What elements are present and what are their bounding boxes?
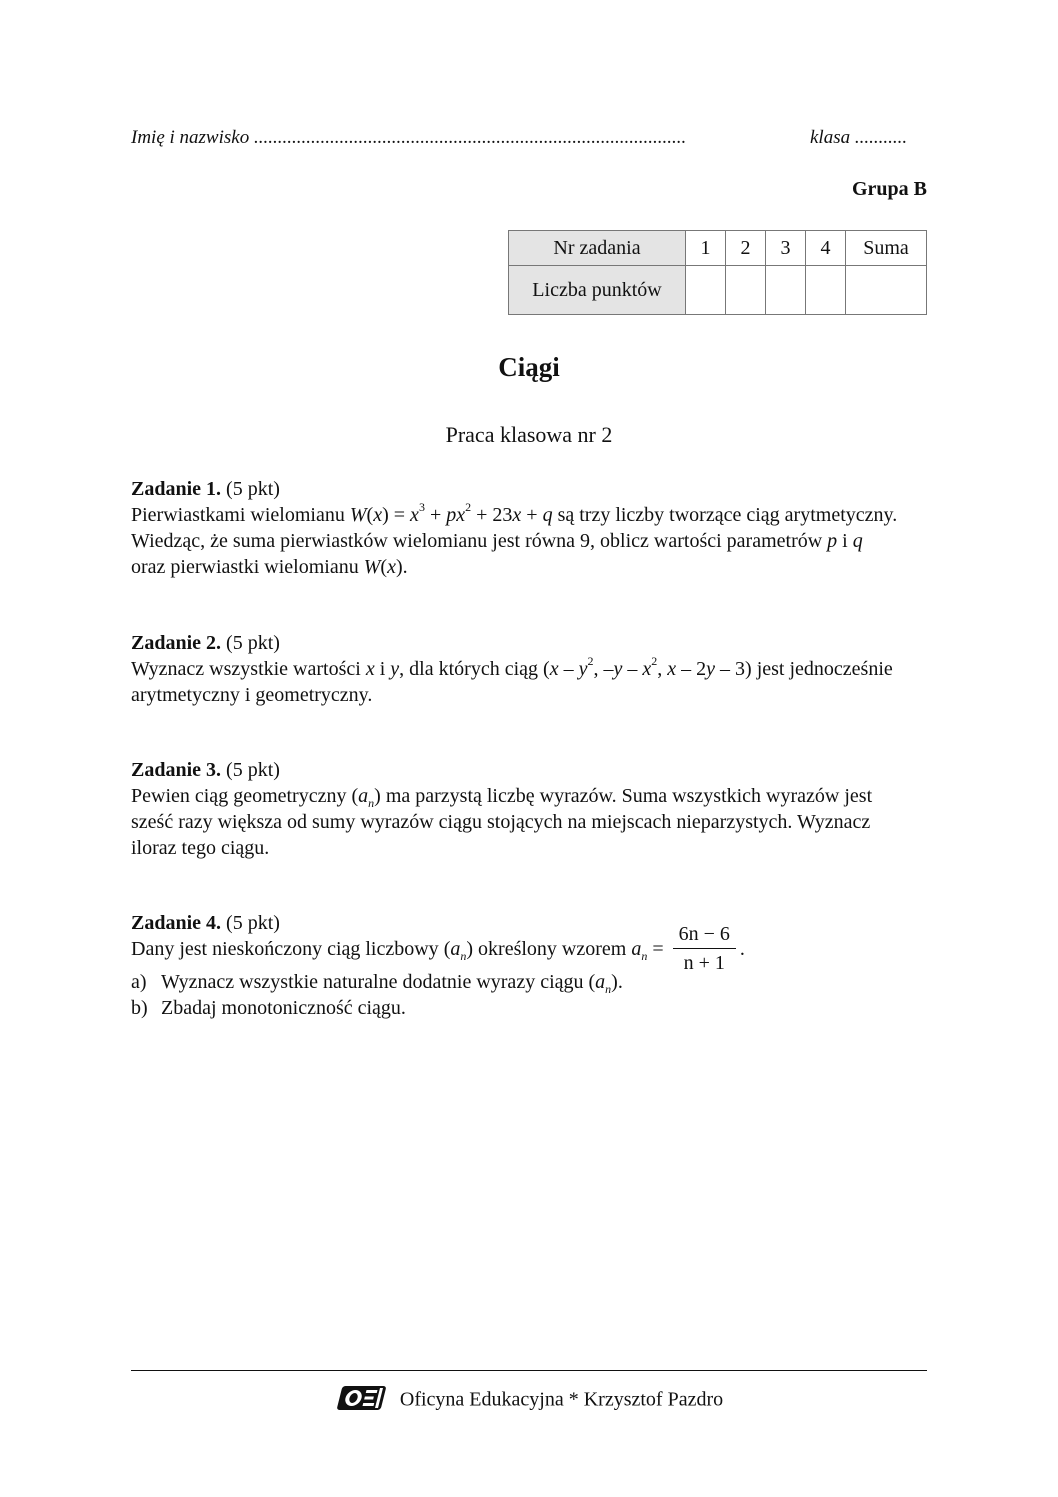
- page-title: Ciągi: [498, 352, 560, 382]
- task-1-line-2: Wiedząc, że suma pierwiastków wielomianu jest równa 9, oblicz wartości parametrów p i q: [131, 530, 863, 552]
- column-sum: Suma: [846, 231, 927, 266]
- name-field-label: Imię i nazwisko ...........................................................................................: [131, 127, 687, 148]
- points-cell-sum: [846, 266, 927, 315]
- column-task-4: 4: [806, 231, 846, 266]
- column-task-1: 1: [686, 231, 726, 266]
- task-3-heading: Zadanie 3. (5 pkt): [131, 759, 280, 781]
- score-table-header-row: [509, 231, 927, 266]
- task-1: [131, 476, 927, 580]
- task-4-heading: Zadanie 4. (5 pkt): [131, 912, 280, 934]
- task-4-item-b: b) Zbadaj monotoniczność ciągu.: [131, 997, 406, 1019]
- task-1-heading: Zadanie 1. (5 pkt): [131, 478, 280, 500]
- formula-denominator: n + 1: [683, 952, 725, 974]
- name-class-line: [131, 127, 931, 149]
- formula-numerator: 6n − 6: [673, 920, 736, 949]
- task-2-heading: Zadanie 2. (5 pkt): [131, 632, 280, 654]
- column-task-3: 3: [766, 231, 806, 266]
- footer: [0, 1384, 1058, 1418]
- task-3: [131, 757, 927, 861]
- task-3-line-2: sześć razy większa od sumy wyrazów ciągu stojących na miejscach nieparzystych. Wyznacz: [131, 811, 871, 833]
- page-subtitle: Praca klasowa nr 2: [445, 422, 613, 447]
- task-4: [131, 910, 927, 1021]
- points-cell-2: [726, 266, 766, 315]
- task-1-line-1: Pierwiastkami wielomianu $W(x) = x^3 + px^2 + 23x + q$ są trzy liczby tworzące ciąg arytmetyczny.: [131, 500, 898, 526]
- task-3-line-1: Pewien ciąg geometryczny $(a_n)$ ma parzystą liczbę wyrazów. Suma wszystkich wyrazów jest: [131, 785, 873, 810]
- points-cell-4: [806, 266, 846, 315]
- points-label: Liczba punktów: [509, 266, 686, 315]
- publisher-name: Oficyna Edukacyjna * Krzysztof Pazdro: [399, 1388, 724, 1411]
- task-4-line-1: Dany jest nieskończony ciąg liczbowy $(a_n)$ określony wzorem $a_n$ = $\frac{6n - 6}{n + 1}$ .: [131, 922, 927, 979]
- score-table-points-row: [509, 266, 927, 315]
- publisher-logo: [335, 1384, 391, 1418]
- score-table: [508, 230, 927, 315]
- task-number-label: Nr zadania: [509, 231, 686, 266]
- group-label: Grupa B: [851, 178, 927, 200]
- points-cell-1: [686, 266, 726, 315]
- points-cell-3: [766, 266, 806, 315]
- task-2-line-1: Wyznacz wszystkie wartości x i y, dla których ciąg ($x - y^2$, $-y - x^2$, x – 2y – 3) jest jednocześnie: [131, 654, 893, 680]
- task-2-line-2: arytmetyczny i geometryczny.: [131, 684, 373, 706]
- task-2: [131, 630, 927, 708]
- class-field-label: klasa ...........: [810, 127, 908, 148]
- footer-divider: [131, 1370, 927, 1371]
- column-task-2: 2: [726, 231, 766, 266]
- task-4-item-a: a) Wyznacz wszystkie naturalne dodatnie wyrazy ciągu $(a_n)$.: [131, 971, 623, 996]
- task-1-line-3: oraz pierwiastki wielomianu W(x).: [131, 556, 408, 578]
- task-3-line-3: iloraz tego ciągu.: [131, 837, 270, 859]
